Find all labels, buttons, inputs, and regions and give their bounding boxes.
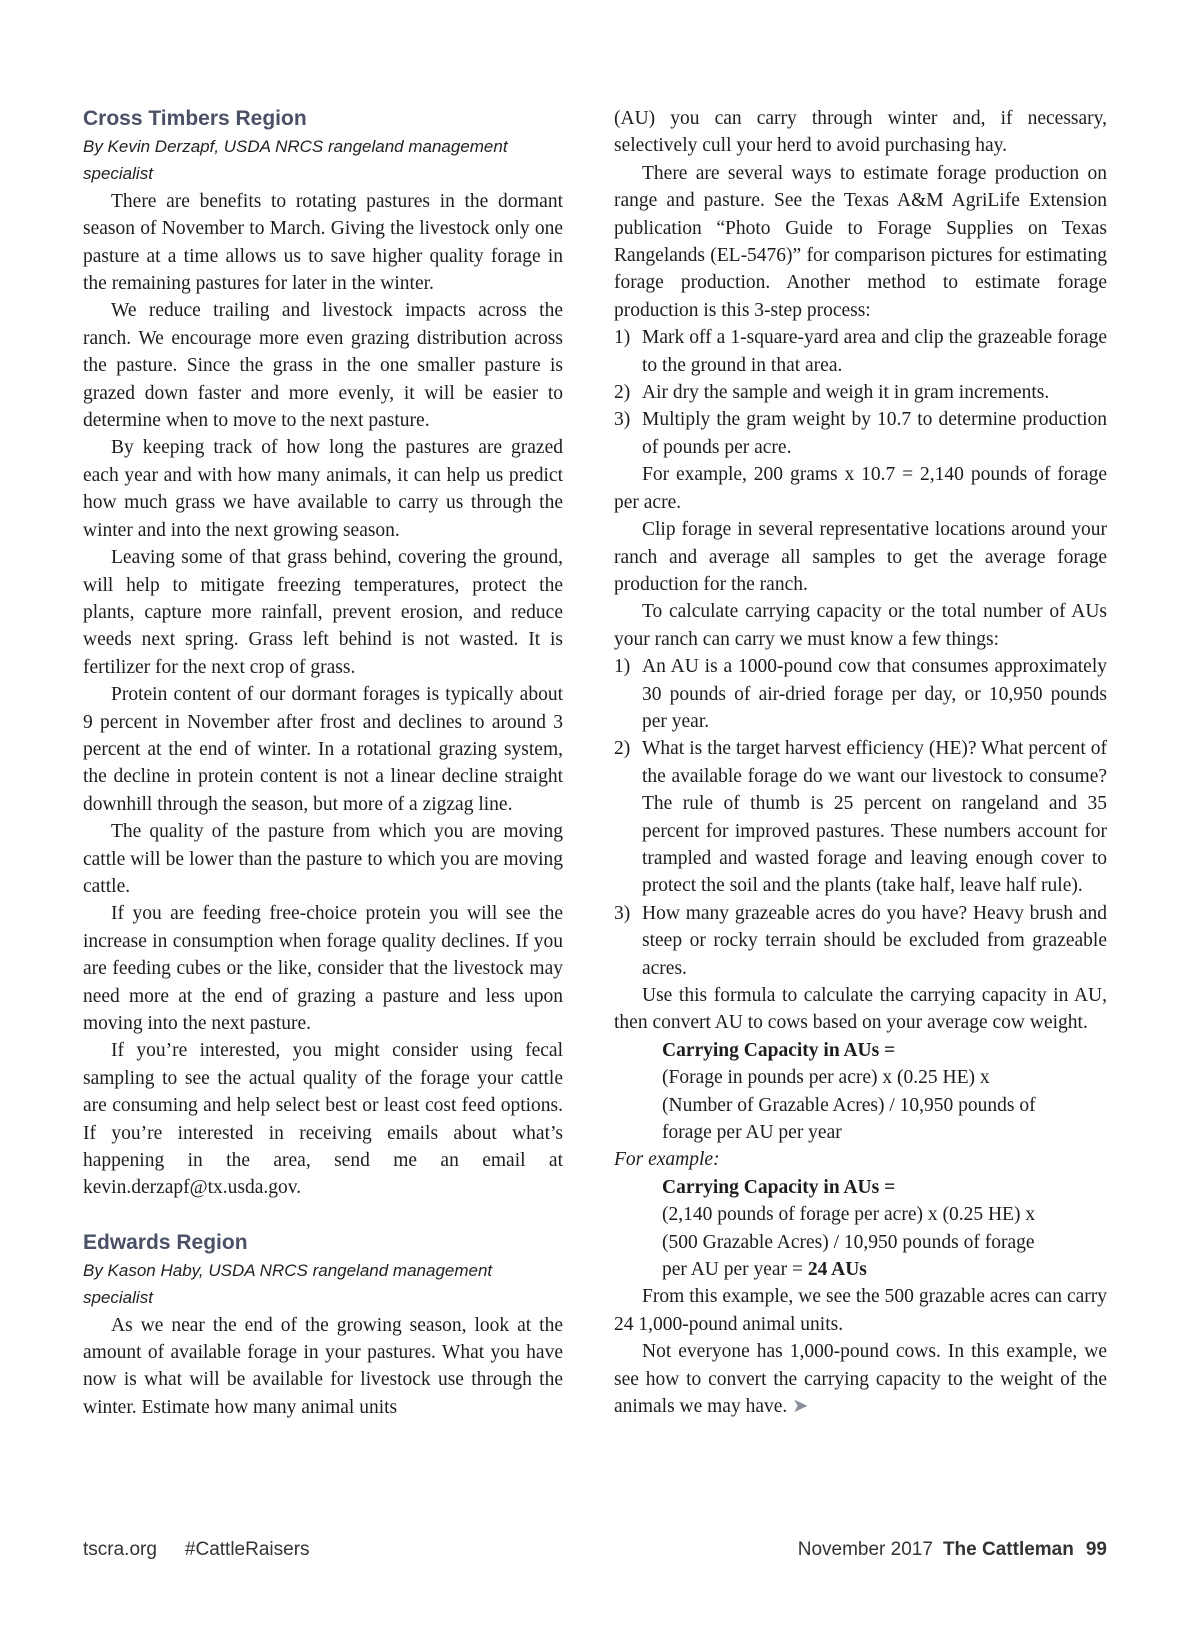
list-item (614, 735, 1107, 899)
formula-line: (2,140 pounds of forage per acre) x (0.25 HE) x (662, 1204, 1036, 1226)
list-number: 1) (614, 656, 631, 678)
list-text: An AU is a 1000-pound cow that consumes approximately 30 pounds of air-dried forage per day, or 10,950 pounds per year. (642, 656, 1107, 732)
footer-date: November 2017 (797, 1539, 933, 1560)
formula-title: Carrying Capacity in AUs = (662, 1176, 896, 1198)
paragraph: To calculate carrying capacity or the total number of AUs your ranch can carry we must know a few things: (614, 601, 1107, 650)
formula-general (614, 1037, 1107, 1147)
section-spacer (83, 1202, 563, 1229)
formula-example (614, 1174, 1107, 1284)
list-item (614, 653, 1107, 735)
formula-result: 24 AUs (807, 1259, 867, 1281)
list-text: Air dry the sample and weigh it in gram increments. (642, 382, 1050, 404)
list-text: How many grazeable acres do you have? Heavy brush and steep or rocky terrain should be excluded from grazeable acres. (642, 902, 1107, 979)
paragraph: Leaving some of that grass behind, covering the ground, will help to mitigate freezing temperatures, protect the plants, capture more rainfall, prevent erosion, and reduce weeds next spring. Grass left behind is not wasted. It is fertilizer for the next crop of grass. (83, 547, 563, 678)
paragraph: There are benefits to rotating pastures in the dormant season of November to March. Giving the livestock only one pasture at a time allows us to save higher quality forage in the remaining pastures for later in the winter. (83, 190, 563, 295)
list-text: Multiply the gram weight by 10.7 to determine production of pounds per acre. (642, 409, 1107, 458)
forage-steps-list (614, 324, 1107, 461)
formula-line: (500 Grazable Acres) / 10,950 pounds of forage (662, 1231, 1035, 1253)
byline-haby: By Kason Haby, USDA NRCS rangeland management specialist (83, 1260, 493, 1308)
right-column (614, 105, 1107, 1421)
paragraph: If you are feeding free-choice protein you will see the increase in consumption when forage quality declines. If you are feeding cubes or the like, consider that the livestock may need more at the end of grazing a pasture and less upon moving into the next pasture. (83, 903, 563, 1034)
list-item (614, 379, 1107, 406)
formula-line: forage per AU per year (662, 1122, 842, 1144)
paragraph: We reduce trailing and livestock impacts across the ranch. We encourage more even grazing distribution across the pasture. Since the grass in the one smaller pasture is grazed down faster and more evenly, it will be easier to determine when to move to the next pasture. (83, 300, 563, 432)
paragraph: From this example, we see the 500 grazable acres can carry 24 1,000-pound animal units. (614, 1286, 1107, 1335)
list-number: 1) (614, 327, 631, 349)
list-number: 3) (614, 409, 631, 431)
paragraph: By keeping track of how long the pastures are grazed each year and with how many animals, it can help us predict how much grass we have available to carry us through the winter and into the next growing season. (83, 437, 563, 541)
footer-site-link[interactable]: tscra.org (83, 1539, 157, 1560)
left-column (83, 105, 563, 1421)
continue-arrow-icon: ➤ (792, 1396, 809, 1418)
list-item (614, 406, 1107, 461)
list-number: 2) (614, 738, 631, 760)
paragraph: The quality of the pasture from which you are moving cattle will be lower than the pasture to which you are moving cattle. (83, 821, 563, 897)
list-item (614, 900, 1107, 982)
example-label: For example: (614, 1149, 720, 1171)
section-heading-edwards: Edwards Region (83, 1230, 248, 1254)
list-number: 2) (614, 382, 631, 404)
paragraph-text: Not everyone has 1,000-pound cows. In this example, we see how to convert the carrying capacity to the weight of the animals we may have. (614, 1341, 1107, 1418)
list-item (614, 324, 1107, 379)
formula-title: Carrying Capacity in AUs = (662, 1039, 896, 1061)
formula-line: (Forage in pounds per acre) x (0.25 HE) x (662, 1067, 990, 1089)
list-text: Mark off a 1-square-yard area and clip the grazeable forage to the ground in that area. (642, 327, 1107, 376)
footer-hashtag: #CattleRaisers (184, 1539, 310, 1560)
carrying-capacity-list (614, 653, 1107, 982)
formula-line-result (662, 1256, 1107, 1283)
byline-derzapf: By Kevin Derzapf, USDA NRCS rangeland management specialist (83, 137, 508, 184)
paragraph-continued: (AU) you can carry through winter and, if necessary, selectively cull your herd to avoid purchasing hay. (614, 108, 1107, 157)
paragraph: Use this formula to calculate the carrying capacity in AU, then convert AU to cows based on your average cow weight. (614, 985, 1107, 1034)
paragraph: There are several ways to estimate forage production on range and pasture. See the Texas A&M AgriLife Extension publication “Photo Guide to Forage Supplies on Texas Rangelands (EL-5476)” for comparison pictures for estimating forage production. Another method to estimate forage production is this 3-step process: (614, 162, 1107, 321)
paragraph: Clip forage in several representative locations around your ranch and average all samples to get the average forage production for the ranch. (614, 519, 1107, 595)
formula-result-prefix: per AU per year = (662, 1259, 808, 1281)
paragraph: If you’re interested, you might consider using fecal sampling to see the actual quality of the forage your cattle are consuming and help select best or least cost feed options. If you’re interested in receiving emails about what’s happening in the area, send me an email at kevin.derzapf@tx.usda.gov. (83, 1040, 563, 1199)
list-text: What is the target harvest efficiency (HE)? What percent of the available forage do we want our livestock to consume? The rule of thumb is 25 percent on rangeland and 35 percent for improved pastures. These numbers account for trampled and wasted forage and leaving enough cover to protect the soil and the plants (take half, leave half rule). (642, 738, 1107, 897)
footer-right (798, 1539, 1107, 1561)
section-heading-cross-timbers: Cross Timbers Region (83, 107, 307, 130)
formula-line: (Number of Grazable Acres) / 10,950 pounds of (662, 1094, 1036, 1116)
paragraph: For example, 200 grams x 10.7 = 2,140 pounds of forage per acre. (614, 464, 1107, 513)
footer-magazine-title: The Cattleman (942, 1539, 1074, 1560)
paragraph: Protein content of our dormant forages is typically about 9 percent in November after frost and declines to around 3 percent at the end of winter. In a rotational grazing system, the decline in protein content is not a linear decline straight downhill through the season, but more of a zigzag line. (83, 684, 563, 815)
page-number: 99 (1085, 1539, 1107, 1560)
list-number: 3) (614, 902, 631, 924)
footer-left (83, 1539, 310, 1561)
paragraph: As we near the end of the growing season, look at the amount of available forage in your pastures. What you have now is what will be available for livestock use through the winter. Estimate how many animal units (83, 1314, 563, 1418)
paragraph-last (614, 1338, 1107, 1420)
